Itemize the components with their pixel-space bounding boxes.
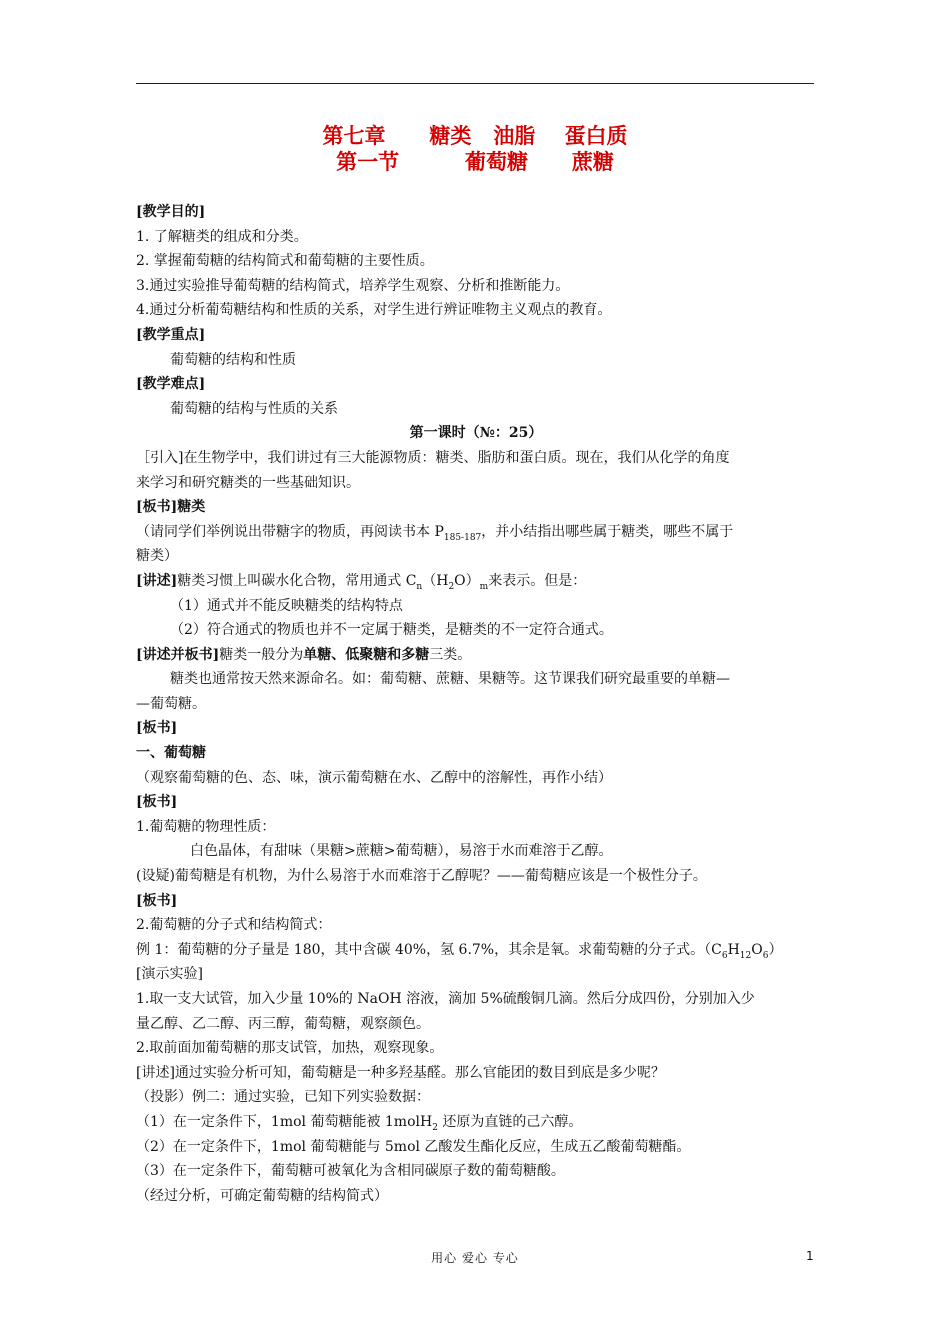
intro-line-2: 来学习和研究糖类的一些基础知识。 (136, 474, 360, 491)
heading-key-points: [教学重点] (136, 326, 206, 343)
explain-line: [讲述]通过实验分析可知，葡萄糖是一种多羟基醛。那么官能团的数目到底是多少呢？ (136, 1064, 665, 1081)
objective-2: 2. 掌握葡萄糖的结构简式和葡萄糖的主要性质。 (136, 253, 434, 270)
lesson-heading: 第一课时（№：25） (409, 425, 543, 442)
data-1: （1）在一定条件下，1mol 葡萄糖能被 1molH$_2$ 还原为直链的己六醇。 (136, 1113, 583, 1133)
objective-1: 1. 了解糖类的组成和分类。 (136, 228, 308, 245)
heading-difficulties: [教学难点] (136, 376, 206, 393)
reading-line-1: （请同学们举例说出带糖字的物质，再阅读书本 $P_{185-187}$，并小结指出哪些属于糖类，哪些不属于 (136, 523, 734, 543)
objective-4: 4.通过分析葡萄糖结构和性质的关系，对学生进行辨证唯物主义观点的教育。 (136, 302, 612, 319)
demo-step-1a: 1.取一支大试管，加入少量 10%的 NaOH 溶液，滴加 5%硫酸铜几滴。然后分成四份，分别加入少 (136, 991, 755, 1007)
heading-objectives: [教学目的] (136, 204, 206, 220)
section-glucose: 一、葡萄糖 (136, 745, 206, 762)
header-rule (136, 83, 814, 84)
chapter-title: 第七章 糖类 油脂 蛋白质 (322, 124, 628, 148)
naming-line-1: 糖类也通常按天然来源命名。如：葡萄糖、蔗糖、果糖等。这节课我们研究最重要的单糖— (170, 671, 730, 688)
formula-line: [讲述]糖类习惯上叫碳水化合物，常用通式 $C_n(H_2O)_m$来表示。但是： (136, 572, 587, 592)
board-heading-3: [板书] (136, 892, 178, 909)
reading-line-2: 糖类） (136, 548, 178, 565)
board-sugars: [板书]糖类 (136, 499, 206, 516)
naming-line-2: —葡萄糖。 (136, 695, 206, 712)
difficulties-text: 葡萄糖的结构与性质的关系 (170, 400, 338, 417)
intro-line-1: ［引入]在生物学中，我们讲过有三大能源物质：糖类、脂肪和蛋白质。现在，我们从化学的角度 (136, 449, 730, 466)
note-1: （1）通式并不能反映糖类的结构特点 (170, 597, 403, 614)
physical-properties-title: 1.葡萄糖的物理性质： (136, 818, 276, 835)
board-heading-2: [板书] (136, 794, 178, 811)
demo-step-1b: 量乙醇、乙二醇、丙三醇，葡萄糖，观察颜色。 (136, 1015, 430, 1032)
projection-line: （投影）例二：通过实验，已知下列实验数据： (136, 1089, 430, 1106)
board-heading-1: [板书] (136, 720, 178, 737)
note-2: （2）符合通式的物质也并不一定属于糖类，是糖类的不一定符合通式。 (170, 622, 613, 639)
section-title: 第一节 葡萄糖 蔗糖 (336, 150, 614, 174)
data-3: （3）在一定条件下，葡萄糖可被氧化为含相同碳原子数的葡萄糖酸。 (136, 1163, 565, 1180)
question-line: (设疑)葡萄糖是有机物，为什么易溶于水而难溶于乙醇呢？——葡萄糖应该是一个极性分子。 (136, 868, 707, 885)
formula-title: 2.葡萄糖的分子式和结构简式： (136, 917, 332, 934)
key-points-text: 葡萄糖的结构和性质 (170, 351, 296, 368)
footer-text: 用心 爱心 专心 (431, 1251, 519, 1265)
conclusion-line: （经过分析，可确定葡萄糖的结构简式） (136, 1187, 388, 1204)
example-1: 例 1：葡萄糖的分子量是 180，其中含碳 40%，氢 6.7%，其余是氧。求葡萄糖的分子式。$(C_6H_{12}O_6)$ (136, 941, 783, 961)
document-body (136, 200, 816, 1208)
classification-line: [讲述并板书]糖类一般分为单糖、低聚糖和多糖三类。 (136, 646, 472, 663)
demo-step-2: 2.取前面加葡萄糖的那支试管，加热，观察现象。 (136, 1040, 444, 1057)
physical-properties-text: 白色晶体，有甜味（果糖>蔗糖>葡萄糖），易溶于水而难溶于乙醇。 (190, 843, 613, 860)
data-2: （2）在一定条件下，1mol 葡萄糖能与 5mol 乙酸发生酯化反应，生成五乙酸葡萄糖酯。 (136, 1138, 691, 1155)
demo-heading: [演示实验] (136, 966, 203, 983)
observe-line: （观察葡萄糖的色、态、味，演示葡萄糖在水、乙醇中的溶解性，再作小结） (136, 769, 612, 786)
objective-3: 3.通过实验推导葡萄糖的结构简式，培养学生观察、分析和推断能力。 (136, 277, 570, 294)
page-number: 1 (806, 1249, 814, 1263)
